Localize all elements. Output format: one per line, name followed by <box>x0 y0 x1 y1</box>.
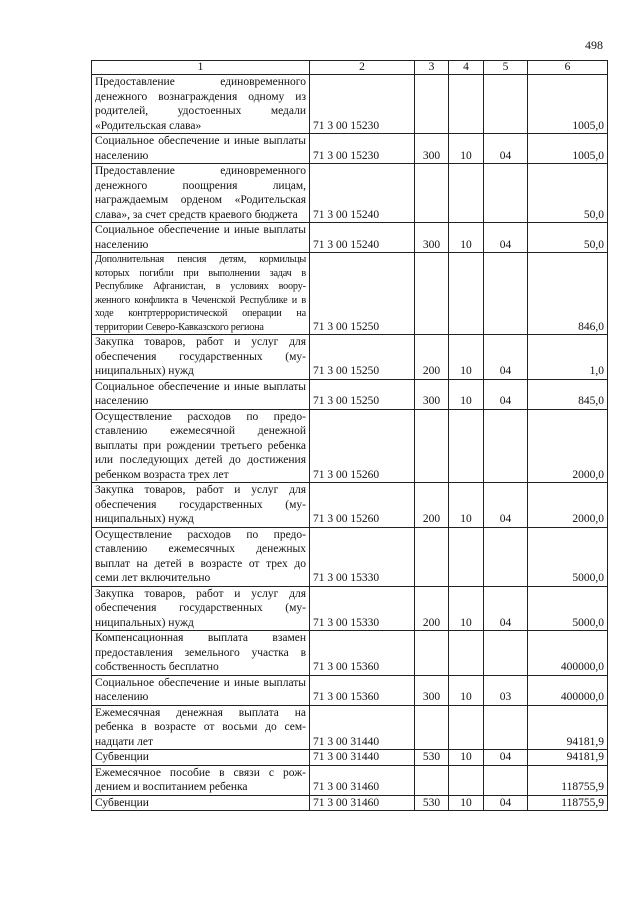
table-row <box>92 765 608 795</box>
table-row <box>92 134 608 164</box>
code-cell: 71 3 00 15330 <box>310 527 415 586</box>
name-cell: Ежемесячная денежная выплата на ребенка в возрасте от восьми до семнадцати лет <box>92 705 310 750</box>
code-cell: 71 3 00 31440 <box>310 750 415 766</box>
amount-cell: 118755,9 <box>528 765 608 795</box>
col5-cell <box>484 705 528 750</box>
amount-cell: 2000,0 <box>528 409 608 483</box>
table-row <box>92 335 608 380</box>
col5-cell: 04 <box>484 223 528 253</box>
code-cell: 71 3 00 15240 <box>310 223 415 253</box>
col3-cell <box>415 631 449 676</box>
col5-cell <box>484 765 528 795</box>
amount-cell: 5000,0 <box>528 586 608 631</box>
amount-cell: 1005,0 <box>528 75 608 134</box>
col4-cell: 10 <box>449 675 484 705</box>
code-cell: 71 3 00 15250 <box>310 253 415 335</box>
table-row <box>92 705 608 750</box>
amount-cell: 846,0 <box>528 253 608 335</box>
amount-cell: 50,0 <box>528 164 608 223</box>
col4-cell <box>449 409 484 483</box>
col5-cell: 04 <box>484 795 528 811</box>
col4-cell <box>449 527 484 586</box>
col4-cell: 10 <box>449 483 484 528</box>
col3-cell: 300 <box>415 675 449 705</box>
col4-cell: 10 <box>449 335 484 380</box>
col3-cell: 300 <box>415 379 449 409</box>
col5-cell <box>484 409 528 483</box>
amount-cell: 94181,9 <box>528 750 608 766</box>
name-cell: Осуществление расходов по предоставлению ежемесячных денежных выплат на детей в возрасте от трех до семи лет включительно <box>92 527 310 586</box>
name-cell: Ежемесячное пособие в связи с рождением и воспитанием ребенка <box>92 765 310 795</box>
table-row <box>92 409 608 483</box>
col3-cell: 530 <box>415 750 449 766</box>
col3-cell: 530 <box>415 795 449 811</box>
name-cell: Закупка товаров, работ и услуг для обеспечения государственных (муниципальных) нужд <box>92 483 310 528</box>
col3-cell <box>415 765 449 795</box>
col3-cell <box>415 527 449 586</box>
name-cell: Осуществление расходов по предоставлению ежемесячной денежной выплаты при рождении третьего ребенка или последующих детей до достижения ребенком возраста трех лет <box>92 409 310 483</box>
table-row <box>92 631 608 676</box>
col3-cell: 300 <box>415 223 449 253</box>
code-cell: 71 3 00 15260 <box>310 483 415 528</box>
code-cell: 71 3 00 15230 <box>310 134 415 164</box>
col3-cell <box>415 253 449 335</box>
col4-cell: 10 <box>449 795 484 811</box>
col3-cell: 300 <box>415 134 449 164</box>
col5-cell <box>484 75 528 134</box>
amount-cell: 118755,9 <box>528 795 608 811</box>
col4-cell <box>449 705 484 750</box>
col4-cell: 10 <box>449 223 484 253</box>
col4-cell <box>449 75 484 134</box>
name-cell: Предоставление единовременного денежного вознаграждения одному из родителей, удостоенных медали «Родительская слава» <box>92 75 310 134</box>
name-cell: Субвенции <box>92 795 310 811</box>
table-row <box>92 795 608 811</box>
col3-cell: 200 <box>415 483 449 528</box>
col5-cell: 03 <box>484 675 528 705</box>
table-row <box>92 750 608 766</box>
col5-cell <box>484 253 528 335</box>
name-cell: Социальное обеспечение и иные выплаты населению <box>92 675 310 705</box>
table-row <box>92 164 608 223</box>
col4-cell: 10 <box>449 379 484 409</box>
amount-cell: 94181,9 <box>528 705 608 750</box>
col5-cell <box>484 631 528 676</box>
code-cell: 71 3 00 31460 <box>310 795 415 811</box>
col3-cell <box>415 409 449 483</box>
col5-cell: 04 <box>484 586 528 631</box>
code-cell: 71 3 00 15360 <box>310 631 415 676</box>
col5-cell: 04 <box>484 379 528 409</box>
col3-cell <box>415 705 449 750</box>
col4-cell: 10 <box>449 586 484 631</box>
code-cell: 71 3 00 15230 <box>310 75 415 134</box>
col3-cell <box>415 75 449 134</box>
name-cell: Предоставление единовременного денежного поощрения лицам, награждаемым орденом «Родительская слава», за счет средств краевого бюджета <box>92 164 310 223</box>
col5-cell: 04 <box>484 750 528 766</box>
column-header: 4 <box>449 61 484 75</box>
code-cell: 71 3 00 31440 <box>310 705 415 750</box>
table-row <box>92 527 608 586</box>
name-cell: Социальное обеспечение и иные выплаты населению <box>92 223 310 253</box>
code-cell: 71 3 00 15250 <box>310 335 415 380</box>
col4-cell <box>449 765 484 795</box>
table-row <box>92 675 608 705</box>
column-header: 5 <box>484 61 528 75</box>
col4-cell <box>449 164 484 223</box>
code-cell: 71 3 00 15250 <box>310 379 415 409</box>
page-number: 498 <box>585 38 603 52</box>
amount-cell: 5000,0 <box>528 527 608 586</box>
table-row <box>92 75 608 134</box>
name-cell: Социальное обеспечение и иные выплаты населению <box>92 379 310 409</box>
col4-cell <box>449 631 484 676</box>
table-row <box>92 223 608 253</box>
amount-cell: 50,0 <box>528 223 608 253</box>
col4-cell: 10 <box>449 134 484 164</box>
budget-table <box>91 60 608 811</box>
code-cell: 71 3 00 15260 <box>310 409 415 483</box>
amount-cell: 1,0 <box>528 335 608 380</box>
name-cell: Субвенции <box>92 750 310 766</box>
col5-cell: 04 <box>484 134 528 164</box>
col5-cell: 04 <box>484 483 528 528</box>
code-cell: 71 3 00 15360 <box>310 675 415 705</box>
table-row <box>92 253 608 335</box>
amount-cell: 2000,0 <box>528 483 608 528</box>
column-header: 2 <box>310 61 415 75</box>
amount-cell: 400000,0 <box>528 631 608 676</box>
col5-cell <box>484 164 528 223</box>
name-cell: Компенсационная выплата взамен предоставления земельного участка в собственность бесплатно <box>92 631 310 676</box>
name-cell: Закупка товаров, работ и услуг для обеспечения государственных (муниципальных) нужд <box>92 335 310 380</box>
code-cell: 71 3 00 15330 <box>310 586 415 631</box>
column-header: 6 <box>528 61 608 75</box>
table-row <box>92 379 608 409</box>
col3-cell <box>415 164 449 223</box>
amount-cell: 845,0 <box>528 379 608 409</box>
table-header-row <box>92 61 608 75</box>
amount-cell: 400000,0 <box>528 675 608 705</box>
amount-cell: 1005,0 <box>528 134 608 164</box>
col5-cell: 04 <box>484 335 528 380</box>
col4-cell <box>449 253 484 335</box>
name-cell: Дополнительная пенсия детям, кормильцы которых погибли при выполнении задач в Республике Афганистан, в условиях вооруженного конфликта в Чеченской Республике и в ходе контртеррористической операции на территории Северо-Кавказского региона <box>92 253 310 335</box>
code-cell: 71 3 00 31460 <box>310 765 415 795</box>
column-header: 3 <box>415 61 449 75</box>
name-cell: Закупка товаров, работ и услуг для обеспечения государственных (муниципальных) нужд <box>92 586 310 631</box>
col3-cell: 200 <box>415 335 449 380</box>
column-header: 1 <box>92 61 310 75</box>
name-cell: Социальное обеспечение и иные выплаты населению <box>92 134 310 164</box>
col5-cell <box>484 527 528 586</box>
col4-cell: 10 <box>449 750 484 766</box>
col3-cell: 200 <box>415 586 449 631</box>
code-cell: 71 3 00 15240 <box>310 164 415 223</box>
table-body <box>92 75 608 811</box>
table-row <box>92 586 608 631</box>
table-row <box>92 483 608 528</box>
